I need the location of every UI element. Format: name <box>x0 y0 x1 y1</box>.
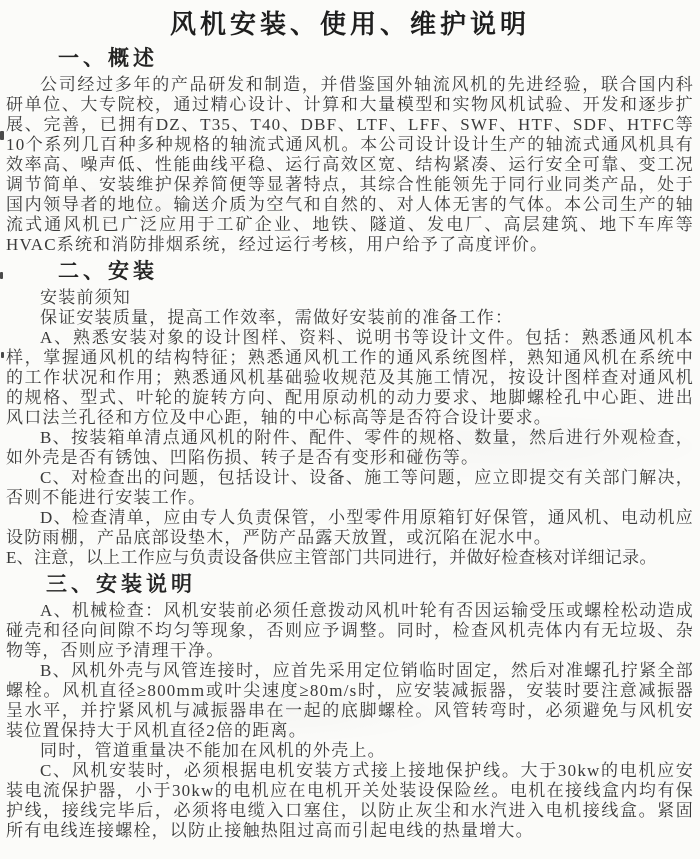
section-overview <box>6 46 694 255</box>
install-item-e: E、注意，以上工作应与负责设备供应主管部门共同进行，并做好检查核对详细记录。 <box>6 548 657 567</box>
install-item-a: A、熟悉安装对象的设计图样、资料、说明书等设计文件。包括：熟悉通风机本样，掌握通风机的结构特征；熟悉通风机工作的通风系统图样，熟知通风机在系统中的工作状况和作用；熟悉通风机基础验收规范及其施工情况，按设计图样查对通风机的规格、型式、叶轮的旋转方向、配用原动机的动力要求、地脚螺栓孔中心距、进出风口法兰孔径和方位及中心距，轴的中心标高等是否符合设计要求。 <box>6 328 694 427</box>
section-1-heading: 一、概述 <box>58 47 158 70</box>
notes-item-a: A、机械检查：风机安装前必须任意拨动风机叶轮有否因运输受压或螺栓松动造成碰壳和径向间隙不均匀等现象，否则应予调整。同时，检查风机壳体内有无垃圾、杂物等，否则应予清理干净。 <box>6 601 694 660</box>
install-item-b: B、按装箱单清点通风机的附件、配件、零件的规格、数量，然后进行外观检查，如外壳是否有锈蚀、凹陷伤损、转子是否有变形和碰伤等。 <box>6 428 694 467</box>
notes-item-b: B、风机外壳与风管连接时，应首先采用定位销临时固定，然后对准螺孔拧紧全部螺栓。风机直径≥800mm或叶尖速度≥80m/s时，应安装减振器，安装时要注意减振器呈水平，并拧紧风机与减振器串在一起的底脚螺栓。风管转弯时，必须避免与风机安装位置保持大于风机直径2倍的距离。 <box>6 661 694 740</box>
section-installation-notes <box>6 572 694 841</box>
install-notice-title: 安装前须知 <box>40 288 131 307</box>
page-title: 风机安装、使用、维护说明 <box>169 9 530 39</box>
scan-speck <box>0 272 3 279</box>
scan-speck <box>1 352 4 358</box>
install-item-c: C、对检查出的问题，包括设计、设备、施工等问题，应立即提交有关部门解决，否则不能进行安装工作。 <box>6 468 694 507</box>
overview-paragraph: 公司经过多年的产品研发和制造，并借鉴国外轴流风机的先进经验，联合国内科研单位、大专院校，通过精心设计、计算和大量模型和实物风机试验、开发和逐步扩展、完善，已拥有DZ、T35、T40、DBF、LTF、LFF、SWF、HTF、SDF、HTFC等10个系列几百种多种规格的轴流式通风机。本公司设计设计生产的轴流式通风机具有效率高、噪声低、性能曲线平稳、运行高效区宽、结构紧凑、运行安全可靠、变工况调节简单、安装维护保养简便等显著特点，其综合性能领先于同行业同类产品，处于国内领导者的地位。输送介质为空气和自然的、对人体无害的气体。本公司生产的轴流式通风机已广泛应用于工矿企业、地铁、隧道、发电厂、高层建筑、地下车库等HVAC系统和消防排烟系统，经过运行考核，用户给予了高度评价。 <box>6 75 694 254</box>
install-item-d: D、检查清单，应由专人负责保管，小型零件用原箱钉好保管，通风机、电动机应设防雨棚，产品底部设垫木，严防产品露天放置，或沉陷在泥水中。 <box>6 508 694 547</box>
install-preparation-intro: 保证安装质量，提高工作效率，需做好安装前的准备工作： <box>40 308 514 327</box>
scan-speck <box>0 131 4 140</box>
section-2-heading: 二、安装 <box>58 260 158 283</box>
section-3-heading: 三、安装说明 <box>46 573 196 596</box>
notes-item-c: C、风机安装时，必须根据电机安装方式接上接地保护线。大于30kw的电机应安装电流保护器，小于30kw的电机应在电机开关处装设保险丝。电机在接线盒内均有保护线，接线完毕后，必须将电缆入口塞住，以防止灰尘和水汽进入电机接线盒。紧固所有电线连接螺栓，以防止接触热阻过高而引起电线的热量增大。 <box>6 761 694 840</box>
notes-item-b-addendum: 同时，管道重量决不能加在风机的外壳上。 <box>40 741 386 760</box>
section-installation <box>6 259 694 568</box>
